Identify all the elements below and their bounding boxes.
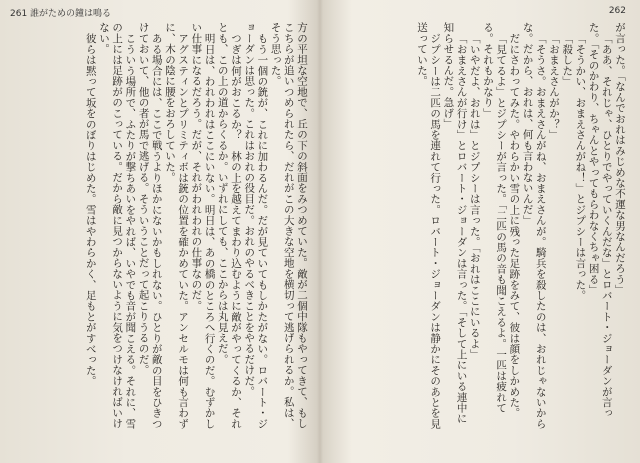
right-paragraph: 「見てるよ」とジプシーが言った。「二匹の馬の音も聞こえるよ。一匹は疲れてる。それもかなり」	[481, 22, 508, 413]
right-page-text	[346, 22, 626, 432]
left-paragraph: 彼らは黙って坂をのぼりはじめた。雪はやわらかく、足もとがすべった。	[84, 32, 97, 386]
right-page	[320, 0, 640, 463]
right-paragraph: 「そうさ。おまえさんがね、おまえさんが。騎兵を殺したのは、おれじゃないからな。だから、おれは、何も言わないんだ」	[521, 22, 547, 429]
right-paragraph: 「そうかい、おまえさんがね！」とジプシーは言った。	[574, 32, 587, 300]
right-paragraph: 「おまえさんがか？」	[547, 32, 560, 140]
right-paragraph: 「おまえさんが行け」とロバート・ジョーダンは言った。「そして上にいる連中に知らせるんだ。急げ」	[442, 22, 468, 424]
left-page-header: 261 誰がための鐘は鳴る	[10, 9, 112, 19]
left-paragraph: アグスティンとプリミティボは銃の位置を確かめていた。アンセルモは何も言わずに、木の陰に腰をおろしていた。	[163, 22, 190, 429]
right-paragraph: が言った。「なんでおれはみじめな不運な男なんだろう」	[614, 22, 626, 295]
right-paragraph: 「殺した」	[561, 32, 574, 86]
left-page-text	[18, 22, 308, 432]
right-paragraph: 「ああ、それじゃ、ひとりでやっていくんだな」とロバート・ジョーダンが言った。「そのかわり、ちゃんとやってもらわなくちゃ困る」	[587, 22, 613, 418]
left-paragraph: 明日は、われわれはここにいない。明日は、あの橋のところへ行くのだ。むずかしい仕事になるだろう。だが、それがわれわれの仕事なのだ。	[190, 22, 216, 429]
left-paragraph: ある場合には、ここで戦うよりほかにないかもしれない。ひとりが敵の目をひきつけておいて、他の者が馬で逃げる。そういうことだって起こりうるのだ。	[137, 22, 163, 429]
right-paragraph: だにさわってみた。やわらかい雪の上に残った足跡をみて、彼は顔をしかめた。	[508, 32, 521, 418]
right-page-number: 262	[608, 6, 626, 16]
left-paragraph: つぎは何がおこるか？ 林の上を越えてまわり込むように敵がやってくるか、それとも、この上の道からくるか。いずれにしても、ここからは丸見えだ。	[216, 22, 242, 429]
right-paragraph: ジプシーは二匹の馬を連れて行った。ロバート・ジョーダンは静かにそのあとを見送っていた。	[415, 22, 442, 429]
right-paragraph: 「いやだよ、おれは」とジプシーは言った。「おれはここにいるよ」	[468, 32, 481, 359]
left-paragraph: もう一個の銃が、これに加わるんだ。だが見ていてもしかたがない。ロバート・ジョーダンは思った。これはおれの役目だ。おれのやるべきことをやるだけだ。	[243, 22, 269, 429]
left-paragraph: 方の平坦な空地で、丘の下の斜面をみつめていた。敵が二個中隊もやってきて、もしこちらが追いつめられたら、だれがこの大きな空地を横切って逃げられるか。私は、そう思った。	[269, 22, 308, 429]
left-paragraph: こういう場所で、ふたりが撃ちあいをやれば、いやでも音が聞こえる。それに、雪の上には足跡がのこっている。だから敵に見つからないように気をつけなければいけない。	[97, 22, 137, 429]
